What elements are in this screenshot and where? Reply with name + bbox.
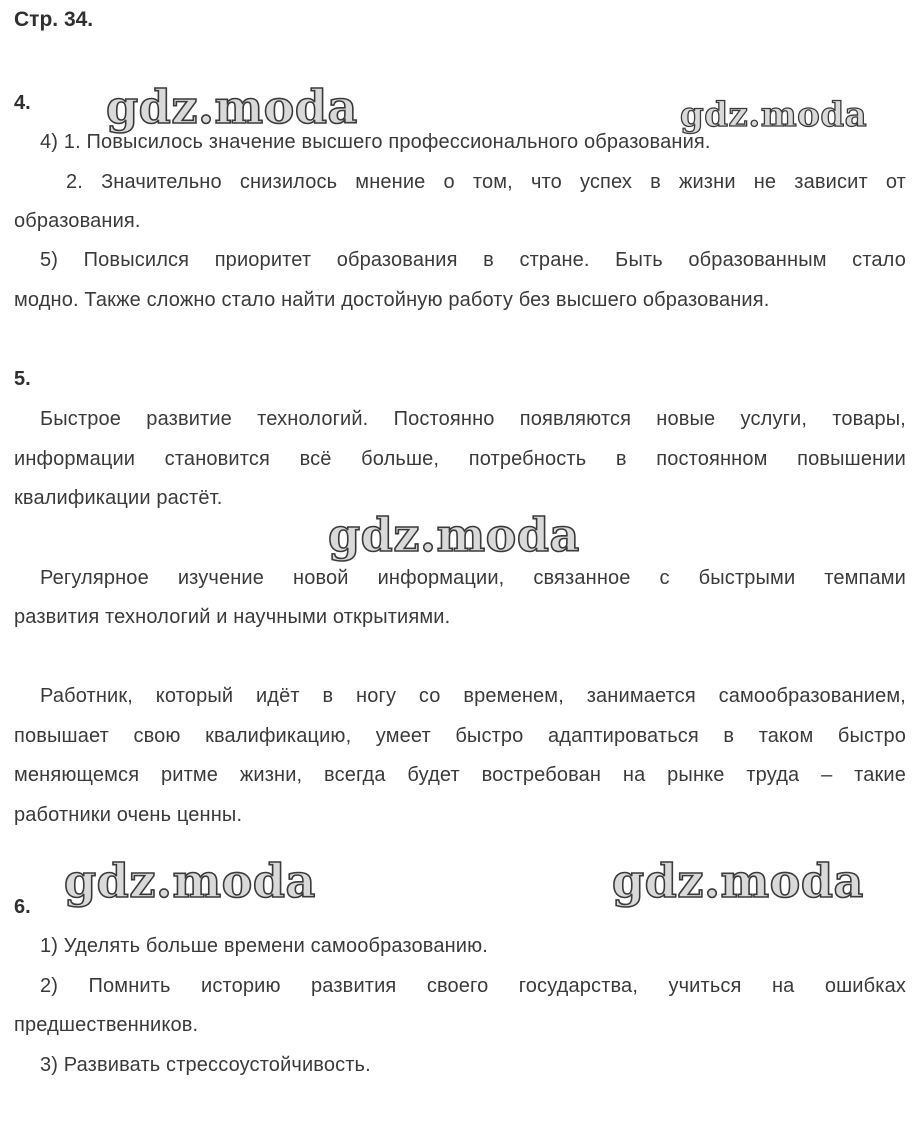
page-label: Стр. 34. [14, 8, 94, 31]
task-5-para-3-line-3: меняющемся ритме жизни, всегда будет востребован на рынке труда – такие [14, 764, 906, 786]
task-6-line-3: предшественников. [14, 1014, 199, 1036]
task-4-number: 4. [14, 92, 31, 114]
watermark-logo: gdz.moda [64, 854, 316, 908]
task-6-line-1: 1) Уделять больше времени самообразованию. [40, 935, 488, 957]
task-5-para-1-line-2: информации становится всё больше, потребность в постоянном повышении [14, 448, 906, 470]
task-6-number: 6. [14, 896, 31, 918]
watermark-logo: gdz.moda [328, 508, 580, 562]
task-4-line-3: образования. [14, 210, 141, 232]
watermark-logo: gdz.moda [106, 80, 358, 134]
task-5-para-1-line-1: Быстрое развитие технологий. Постоянно появляются новые услуги, товары, [40, 408, 906, 430]
task-5-para-3-line-1: Работник, который идёт в ногу со временем, занимается самообразованием, [40, 685, 906, 707]
task-5-para-3-line-2: повышает свою квалификацию, умеет быстро адаптироваться в таком быстро [14, 725, 906, 747]
task-6-line-4: 3) Развивать стрессоустойчивость. [40, 1054, 371, 1076]
task-5-para-3-line-4: работники очень ценны. [14, 804, 243, 826]
watermark-logo: gdz.moda [612, 854, 864, 908]
task-5-para-2-line-1: Регулярное изучение новой информации, связанное с быстрыми темпами [40, 567, 906, 589]
task-5-para-2-line-2: развития технологий и научными открытиями. [14, 606, 451, 628]
task-4-line-2: 2. Значительно снизилось мнение о том, что успех в жизни не зависит от [66, 171, 906, 193]
task-5-number: 5. [14, 368, 31, 390]
task-4-line-4: 5) Повысился приоритет образования в стране. Быть образованным стало [40, 249, 906, 271]
task-5-para-1-line-3: квалификации растёт. [14, 487, 223, 509]
watermark-logo: gdz.moda [680, 95, 868, 135]
task-4-line-1: 4) 1. Повысилось значение высшего профессионального образования. [40, 131, 711, 153]
task-4-line-5: модно. Также сложно стало найти достойную работу без высшего образования. [14, 289, 770, 311]
task-6-line-2: 2) Помнить историю развития своего государства, учиться на ошибках [40, 975, 906, 997]
